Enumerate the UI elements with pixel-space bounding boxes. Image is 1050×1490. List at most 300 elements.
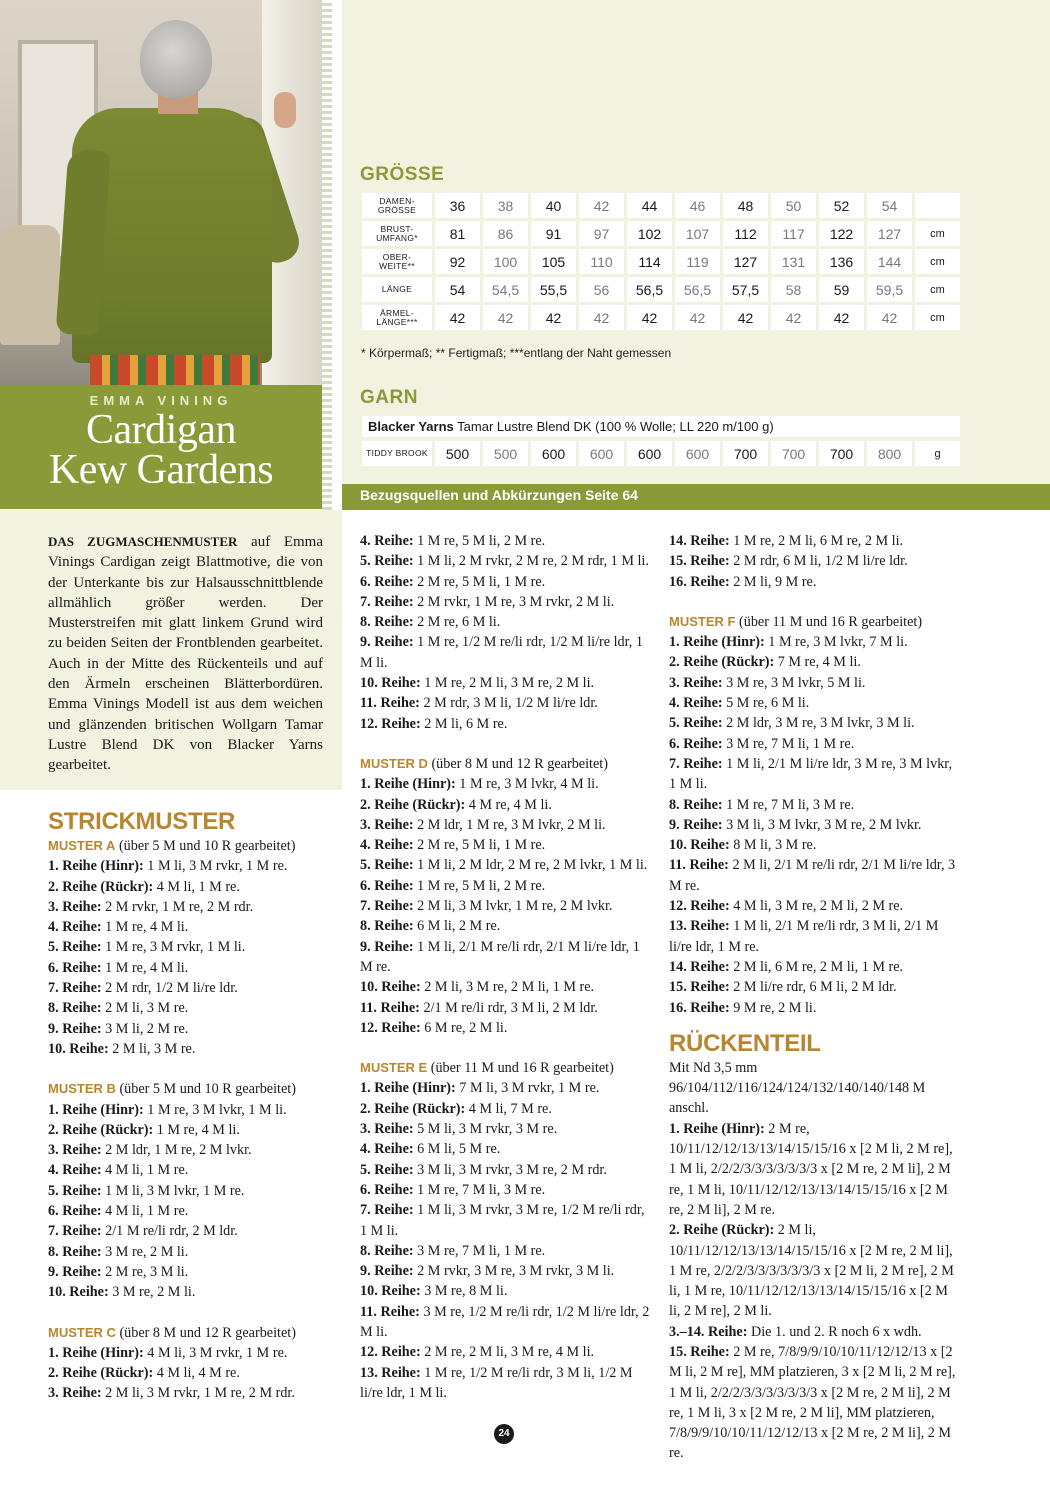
yarn-amount: 700 <box>771 441 816 466</box>
size-value: 44 <box>627 193 672 218</box>
instruction-row <box>48 998 328 1018</box>
row-text: 2 M rvkr, 1 M re, 2 M rdr. <box>101 898 254 915</box>
row-text: 2 M li/re rdr, 6 M li, 2 M ldr. <box>729 979 897 996</box>
row-text: 2 M ldr, 1 M re, 2 M lvkr. <box>101 1142 252 1159</box>
size-value: 55,5 <box>531 277 576 302</box>
muster-c-rows <box>48 1343 328 1404</box>
size-value: 42 <box>867 305 912 330</box>
size-row-label: OBER- WEITE** <box>362 249 432 274</box>
instruction-row <box>48 958 328 978</box>
intro-text <box>48 532 323 776</box>
size-value: 36 <box>435 193 480 218</box>
instruction-row <box>360 632 652 673</box>
size-value: 136 <box>819 249 864 274</box>
instruction-row <box>669 693 961 713</box>
row-text: 2 M li, 3 M re. <box>101 1000 189 1017</box>
size-value: 46 <box>675 193 720 218</box>
yarn-amount: 700 <box>723 441 768 466</box>
size-row-label: LÄNGE <box>362 277 432 302</box>
yarn-amount: 600 <box>675 441 720 466</box>
size-unit: cm <box>915 305 960 330</box>
row-label: 7. Reihe: <box>669 755 723 772</box>
row-text: 2 M li, 6 M re, 2 M li, 1 M re. <box>729 958 904 975</box>
instruction-row <box>360 876 652 896</box>
muster-d-rows <box>360 774 652 1038</box>
size-value: 102 <box>627 221 672 246</box>
row-label: 11. Reihe: <box>669 857 729 874</box>
instruction-row <box>48 1242 328 1262</box>
row-text: 2 M re, 10/11/12/12/13/13/14/15/15/16 x [2 M li, 2 M re], 1 M li, 2/2/2/3/3/3/3/3/3/3 x [2 M re, 2 M li], 2 M re, 1 M li, 10/11/12/12/13/13/14/15/15/16 x [2 M re, 2 M li], 2 M re. <box>669 1120 953 1218</box>
row-label: 6. Reihe: <box>360 1181 414 1198</box>
row-label: 9. Reihe: <box>48 1263 102 1280</box>
row-label: 10. Reihe: <box>669 837 730 854</box>
size-value: 40 <box>531 193 576 218</box>
muster-d-heading: MUSTER D (über 8 M und 12 R gearbeitet) <box>360 755 608 772</box>
photo-hair <box>140 20 212 98</box>
row-text: 5 M re, 6 M li. <box>722 695 810 712</box>
instruction-row <box>48 856 328 876</box>
row-label: 4. Reihe: <box>669 695 723 712</box>
muster-f-rows <box>669 632 961 1018</box>
row-text: 2 M li, 3 M re, 2 M li, 1 M re. <box>420 979 595 996</box>
rueckenteil-heading: RÜCKENTEIL <box>669 1029 821 1057</box>
row-label: 6. Reihe: <box>360 877 414 894</box>
yarn-amount: 600 <box>579 441 624 466</box>
instruction-row <box>360 1261 652 1281</box>
size-value: 48 <box>723 193 768 218</box>
instruction-row <box>360 572 652 592</box>
size-unit: cm <box>915 221 960 246</box>
size-row <box>362 277 960 302</box>
row-label: 12. Reihe: <box>360 1019 421 1036</box>
instruction-row <box>360 1180 652 1200</box>
row-text: 1 M re, 4 M li. <box>153 1121 240 1138</box>
row-text: 6 M li, 5 M re. <box>413 1141 501 1158</box>
instruction-row <box>360 1200 652 1241</box>
row-label: 10. Reihe: <box>360 979 421 996</box>
row-label: 8. Reihe: <box>360 918 414 935</box>
instruction-row <box>48 877 328 897</box>
instruction-row <box>669 1342 961 1464</box>
instruction-row <box>360 693 652 713</box>
muster-c-rows-cont <box>360 531 652 734</box>
size-value: 38 <box>483 193 528 218</box>
back-intro: Mit Nd 3,5 mm 96/104/112/116/124/124/132/140/140/148 M anschl. <box>669 1059 926 1117</box>
instruction-row <box>360 1281 652 1301</box>
size-table <box>359 190 963 333</box>
row-text: 1 M li, 2 M ldr, 2 M re, 2 M lvkr, 1 M li. <box>413 857 648 874</box>
intro-lead: DAS ZUGMASCHENMUSTER <box>48 534 238 549</box>
row-label: 2. Reihe (Rückr): <box>669 1222 775 1239</box>
yarn-amount: 600 <box>531 441 576 466</box>
yarn-amount: 700 <box>819 441 864 466</box>
instruction-row <box>669 977 961 997</box>
pattern-title <box>0 407 322 493</box>
row-label: 3. Reihe: <box>48 898 102 915</box>
row-label: 3. Reihe: <box>669 674 723 691</box>
size-value: 56,5 <box>675 277 720 302</box>
row-label: 8. Reihe: <box>48 1243 102 1260</box>
row-text: 4 M li, 1 M re. <box>101 1162 189 1179</box>
row-text: 2 M rdr, 3 M li, 1/2 M li/re ldr. <box>419 695 598 712</box>
row-label: 11. Reihe: <box>360 695 420 712</box>
row-text: 4 M li, 3 M re, 2 M li, 2 M re. <box>729 898 904 915</box>
yarn-amount: 800 <box>867 441 912 466</box>
size-value: 56,5 <box>627 277 672 302</box>
size-value: 81 <box>435 221 480 246</box>
row-label: 4. Reihe: <box>48 1162 102 1179</box>
muster-a-rows <box>48 856 328 1059</box>
size-value: 86 <box>483 221 528 246</box>
row-text: 1 M re, 3 M lvkr, 7 M li. <box>764 634 908 651</box>
instruction-row <box>669 855 961 896</box>
title-line-2: Kew Gardens <box>48 447 274 493</box>
row-text: 3 M re, 7 M li, 1 M re. <box>413 1242 546 1259</box>
row-label: 3. Reihe: <box>360 816 414 833</box>
yarn-amount: 600 <box>627 441 672 466</box>
instruction-row <box>48 1181 328 1201</box>
row-label: 2. Reihe (Rückr): <box>48 1365 154 1382</box>
size-value: 42 <box>531 305 576 330</box>
instruction-row <box>360 977 652 997</box>
row-text: 2 M rvkr, 3 M re, 3 M rvkr, 3 M li. <box>413 1263 615 1280</box>
row-label: 5. Reihe: <box>360 857 414 874</box>
row-text: 1 M re, 2 M li, 6 M re, 2 M li. <box>729 533 904 549</box>
row-text: 4 M re, 4 M li. <box>465 796 552 813</box>
row-label: 9. Reihe: <box>360 634 414 651</box>
row-text: 2 M re, 2 M li, 3 M re, 4 M li. <box>420 1344 595 1361</box>
size-value: 42 <box>723 305 768 330</box>
row-text: 3 M re, 1/2 M re/li rdr, 1/2 M li/re ldr, 2 M li. <box>360 1303 650 1340</box>
instruction-row <box>48 1140 328 1160</box>
size-value: 42 <box>483 305 528 330</box>
row-text: 3 M re, 2 M li. <box>108 1284 196 1301</box>
row-text: 5 M li, 3 M rvkr, 3 M re. <box>413 1121 558 1138</box>
row-label: 7. Reihe: <box>360 593 414 610</box>
instruction-row <box>669 632 961 652</box>
muster-c-heading: MUSTER C (über 8 M und 12 R gearbeitet) <box>48 1324 296 1341</box>
instruction-row <box>669 998 961 1018</box>
row-label: 2. Reihe (Rückr): <box>669 654 775 671</box>
instruction-row <box>48 897 328 917</box>
size-unit: cm <box>915 277 960 302</box>
instruction-row <box>360 1018 652 1038</box>
size-value: 107 <box>675 221 720 246</box>
row-label: 15. Reihe: <box>669 553 730 570</box>
row-label: 8. Reihe: <box>669 796 723 813</box>
instruction-row <box>360 795 652 815</box>
instruction-row <box>360 1139 652 1159</box>
instruction-row <box>669 896 961 916</box>
instruction-row <box>48 1201 328 1221</box>
photo-armchair <box>0 225 60 345</box>
instruction-row <box>48 1282 328 1302</box>
row-text: 2 M li, 6 M re. <box>420 715 508 732</box>
row-text: 4 M li, 7 M re. <box>465 1100 552 1117</box>
row-text: 2 M ldr, 3 M re, 3 M lvkr, 3 M li. <box>722 715 915 732</box>
instruction-row <box>360 1160 652 1180</box>
row-label: 8. Reihe: <box>360 614 414 631</box>
instruction-row <box>48 1039 328 1059</box>
instruction-row <box>669 754 961 795</box>
row-text: 1 M re, 2 M li, 3 M re, 2 M li. <box>420 675 595 692</box>
row-text: 3 M re, 8 M li. <box>420 1283 508 1300</box>
yarn-row <box>362 441 960 466</box>
size-value: 50 <box>771 193 816 218</box>
size-value: 114 <box>627 249 672 274</box>
row-label: 9. Reihe: <box>360 1263 414 1280</box>
row-label: 5. Reihe: <box>669 715 723 732</box>
row-text: 1 M li, 3 M lvkr, 1 M re. <box>101 1182 245 1199</box>
instruction-row <box>360 896 652 916</box>
row-text: 1 M re, 7 M li, 3 M re. <box>413 1181 546 1198</box>
row-label: 4. Reihe: <box>360 533 414 549</box>
row-label: 10. Reihe: <box>360 1283 421 1300</box>
size-value: 97 <box>579 221 624 246</box>
instruction-row <box>360 1302 652 1343</box>
row-label: 8. Reihe: <box>360 1242 414 1259</box>
size-row <box>362 193 960 218</box>
row-label: 2. Reihe (Rückr): <box>48 1121 154 1138</box>
size-value: 54 <box>867 193 912 218</box>
size-value: 131 <box>771 249 816 274</box>
size-value: 56 <box>579 277 624 302</box>
row-label: 2. Reihe (Rückr): <box>360 1100 466 1117</box>
row-text: 1 M li, 3 M rvkr, 1 M re. <box>143 858 288 875</box>
row-label: 1. Reihe (Hinr): <box>48 1344 144 1361</box>
cardigan-photo <box>0 0 322 385</box>
size-value: 100 <box>483 249 528 274</box>
row-label: 14. Reihe: <box>669 958 730 975</box>
muster-e-rows-cont <box>669 531 961 592</box>
size-row <box>362 305 960 330</box>
row-text: 1 M re, 3 M lvkr, 1 M li. <box>143 1101 287 1118</box>
row-label: 3. Reihe: <box>48 1385 102 1402</box>
row-text: 2/1 M re/li rdr, 2 M ldr. <box>101 1223 238 1240</box>
row-label: 6. Reihe: <box>48 959 102 976</box>
row-label: 5. Reihe: <box>48 1182 102 1199</box>
size-value: 54 <box>435 277 480 302</box>
row-text: 1 M re, 1/2 M re/li rdr, 1/2 M li/re ldr, 1 M li. <box>360 634 643 671</box>
row-label: 10. Reihe: <box>48 1284 109 1301</box>
instruction-row <box>360 937 652 978</box>
row-label: 15. Reihe: <box>669 1343 730 1360</box>
instruction-row <box>360 1363 652 1404</box>
row-label: 6. Reihe: <box>669 735 723 752</box>
size-row-label: DAMEN- GRÖSSE <box>362 193 432 218</box>
row-text: 2 M li, 9 M re. <box>729 573 817 590</box>
size-value: 42 <box>675 305 720 330</box>
row-text: 2 M li, 2/1 M re/li rdr, 2/1 M li/re ldr, 3 M re. <box>669 857 956 894</box>
size-value: 92 <box>435 249 480 274</box>
size-row-label: BRUST- UMFANG* <box>362 221 432 246</box>
instruction-row <box>360 1078 652 1098</box>
size-value: 127 <box>723 249 768 274</box>
row-label: 6. Reihe: <box>48 1203 102 1220</box>
yarn-description <box>362 416 960 437</box>
yarn-heading: GARN <box>360 387 418 408</box>
row-text: 7 M re, 4 M li. <box>774 654 861 671</box>
size-value: 57,5 <box>723 277 768 302</box>
size-value: 110 <box>579 249 624 274</box>
size-row <box>362 221 960 246</box>
title-line-1: Cardigan <box>86 407 236 453</box>
size-value: 42 <box>579 193 624 218</box>
size-value: 54,5 <box>483 277 528 302</box>
row-text: 3 M li, 3 M rvkr, 3 M re, 2 M rdr. <box>413 1161 607 1178</box>
instruction-row <box>48 1363 328 1383</box>
instruction-row <box>360 673 652 693</box>
instruction-row <box>48 937 328 957</box>
row-text: 2 M li, 10/11/12/12/13/13/14/15/15/16 x [2 M re, 2 M li], 1 M re, 2/2/2/3/3/3/3/3/3/3 x [2 M li, 2 M re], 2 M li, 1 M re, 10/11/12/12/13/13/14/15/15/16 x [2 M li, 2 M re], 2 M li. <box>669 1222 954 1320</box>
row-text: 4 M li, 3 M rvkr, 1 M re. <box>143 1344 288 1361</box>
author-name: EMMA VINING <box>89 393 233 408</box>
yarn-amount: 500 <box>483 441 528 466</box>
instruction-row <box>360 714 652 734</box>
row-label: 1. Reihe (Hinr): <box>48 1101 144 1118</box>
row-text: 3 M li, 2 M re. <box>101 1020 189 1037</box>
row-label: 13. Reihe: <box>669 918 730 935</box>
row-label: 5. Reihe: <box>360 1161 414 1178</box>
instruction-row <box>360 551 652 571</box>
row-text: 1 M re, 5 M li, 2 M re. <box>413 877 546 894</box>
row-label: 7. Reihe: <box>360 1202 414 1219</box>
row-label: 12. Reihe: <box>360 1344 421 1361</box>
instruction-row <box>360 855 652 875</box>
instruction-row <box>669 572 961 592</box>
photo-hand <box>274 92 296 128</box>
instruction-row <box>669 531 961 551</box>
row-text: 3 M li, 3 M lvkr, 3 M re, 2 M lvkr. <box>722 816 922 833</box>
size-value: 127 <box>867 221 912 246</box>
size-value: 42 <box>771 305 816 330</box>
instruction-row <box>360 998 652 1018</box>
instruction-row <box>669 1322 961 1342</box>
instruction-row <box>360 612 652 632</box>
row-label: 14. Reihe: <box>669 533 730 549</box>
row-text: 4 M li, 4 M re. <box>153 1365 240 1382</box>
row-label: 11. Reihe: <box>360 999 420 1016</box>
instruction-row <box>360 531 652 551</box>
row-text: 1 M re, 4 M li. <box>101 959 189 976</box>
yarn-table <box>359 438 963 469</box>
column-2 <box>360 531 652 1403</box>
size-footnote: * Körpermaß; ** Fertigmaß; ***entlang der Naht gemessen <box>361 346 672 360</box>
instruction-row <box>48 1343 328 1363</box>
row-label: 8. Reihe: <box>48 1000 102 1017</box>
row-text: 1 M re, 4 M li. <box>101 919 189 936</box>
size-value: 144 <box>867 249 912 274</box>
instruction-row <box>669 815 961 835</box>
intro-body: auf Emma Vinings Cardigan zeigt Blattmotive, die von der Unterkante bis zur Halsausschnittblende allmählich größer werden. Der Musterstreifen mit glatt linkem Grund wird zu beiden Seiten der Frontblenden gearbeitet. Auch in der Mitte des Rückenteils und auf den Ärmeln erscheinen Blätterbordüren. Emma Vinings Modell ist aus dem weichen und glänzenden britischen Wollgarn Tamar Lustre Blend DK von Blacker Yarns gearbeitet. <box>48 534 323 774</box>
row-label: 2. Reihe (Rückr): <box>48 878 154 895</box>
row-text: 2 M rdr, 6 M li, 1/2 M li/re ldr. <box>729 553 908 570</box>
size-unit <box>915 193 960 218</box>
size-row-label: ÄRMEL- LÄNGE*** <box>362 305 432 330</box>
muster-f-heading: MUSTER F (über 11 M und 16 R gearbeitet) <box>669 613 923 630</box>
instruction-row <box>669 734 961 754</box>
size-value: 42 <box>627 305 672 330</box>
row-text: 1 M re, 3 M lvkr, 4 M li. <box>455 776 599 793</box>
row-text: 1 M li, 2/1 M li/re ldr, 3 M re, 3 M lvkr, 1 M li. <box>669 755 952 793</box>
row-text: 1 M li, 2/1 M re/li rdr, 3 M li, 2/1 M li/re ldr, 1 M re. <box>669 918 939 955</box>
instruction-row <box>360 815 652 835</box>
muster-e-rows <box>360 1078 652 1403</box>
row-text: 2/1 M re/li rdr, 3 M li, 2 M ldr. <box>419 999 598 1016</box>
row-label: 7. Reihe: <box>48 1223 102 1240</box>
row-text: 8 M li, 3 M re. <box>729 837 817 854</box>
row-label: 9. Reihe: <box>360 938 414 955</box>
row-label: 10. Reihe: <box>48 1040 109 1057</box>
size-value: 52 <box>819 193 864 218</box>
instruction-row <box>48 1160 328 1180</box>
row-text: 2 M re, 3 M li. <box>101 1263 189 1280</box>
row-text: 2 M rvkr, 1 M re, 3 M rvkr, 2 M li. <box>413 593 615 610</box>
size-value: 42 <box>579 305 624 330</box>
row-text: 6 M re, 2 M li. <box>420 1019 508 1036</box>
row-label: 9. Reihe: <box>669 816 723 833</box>
row-label: 11. Reihe: <box>360 1303 420 1320</box>
instruction-row <box>48 978 328 998</box>
row-label: 1. Reihe (Hinr): <box>360 776 456 793</box>
size-value: 59 <box>819 277 864 302</box>
page-number: 24 <box>494 1424 514 1444</box>
row-label: 9. Reihe: <box>48 1020 102 1037</box>
row-text: 1 M li, 2/1 M re/li rdr, 2/1 M li/re ldr, 1 M re. <box>360 938 640 975</box>
size-value: 119 <box>675 249 720 274</box>
instruction-row <box>360 1342 652 1362</box>
yarn-unit: g <box>915 441 960 466</box>
size-value: 117 <box>771 221 816 246</box>
row-label: 16. Reihe: <box>669 999 730 1016</box>
row-label: 6. Reihe: <box>360 573 414 590</box>
size-row <box>362 249 960 274</box>
instruction-row <box>669 835 961 855</box>
instruction-row <box>48 1019 328 1039</box>
row-label: 15. Reihe: <box>669 979 730 996</box>
size-value: 42 <box>819 305 864 330</box>
size-heading: GRÖSSE <box>360 164 445 185</box>
instruction-row <box>360 1099 652 1119</box>
row-label: 1. Reihe (Hinr): <box>669 634 765 651</box>
instruction-row <box>48 1383 328 1403</box>
yarn-spec: Tamar Lustre Blend DK (100 % Wolle; LL 220 m/100 g) <box>453 419 774 434</box>
row-text: 1 M re, 7 M li, 3 M re. <box>722 796 855 813</box>
row-label: 12. Reihe: <box>360 715 421 732</box>
muster-a-heading: MUSTER A (über 5 M und 10 R gearbeitet) <box>48 838 296 854</box>
row-text: 1 M re, 3 M rvkr, 1 M li. <box>101 939 246 956</box>
instruction-row <box>669 551 961 571</box>
instruction-row <box>48 1221 328 1241</box>
row-label: 3. Reihe: <box>360 1121 414 1138</box>
row-label: 4. Reihe: <box>360 1141 414 1158</box>
row-label: 3. Reihe: <box>48 1142 102 1159</box>
row-label: 13. Reihe: <box>360 1364 421 1381</box>
instruction-row <box>360 592 652 612</box>
row-label: 7. Reihe: <box>360 898 414 915</box>
row-text: 1 M li, 3 M rvkr, 3 M re, 1/2 M re/li rdr, 1 M li. <box>360 1202 645 1239</box>
decorative-stitch-stripe <box>322 0 332 510</box>
instruction-row <box>669 916 961 957</box>
size-value: 105 <box>531 249 576 274</box>
instruction-row <box>669 795 961 815</box>
instruction-row <box>360 1119 652 1139</box>
row-text: 4 M li, 1 M re. <box>101 1203 189 1220</box>
row-label: 1. Reihe (Hinr): <box>669 1120 765 1137</box>
row-text: 2 M re, 5 M li, 1 M re. <box>413 837 546 854</box>
row-label: 5. Reihe: <box>360 553 414 570</box>
row-text: 9 M re, 2 M li. <box>729 999 817 1016</box>
